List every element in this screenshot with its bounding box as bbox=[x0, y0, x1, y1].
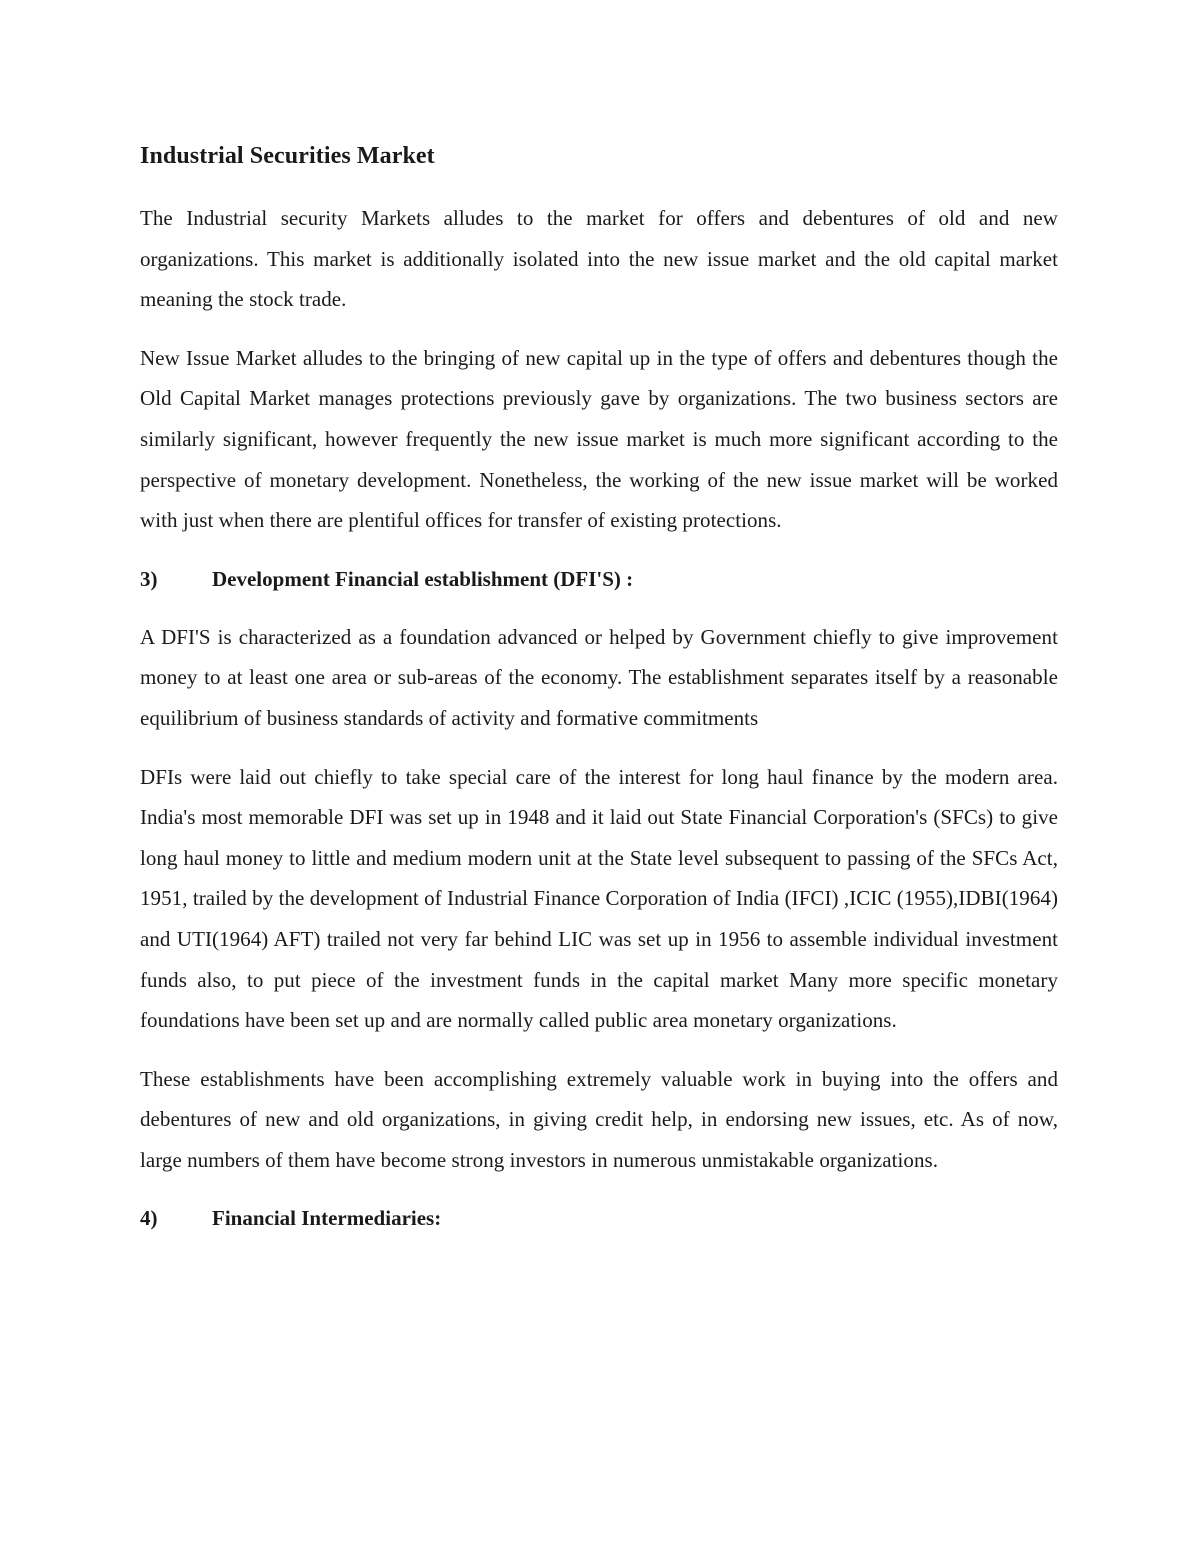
paragraph-dfi-history: DFIs were laid out chiefly to take special care of the interest for long haul finance by the modern area. India's most memorable DFI was set up in 1948 and it laid out State Financial Corporation's (SFCs) to give long haul money to little and medium modern unit at the State level subsequent to passing of the SFCs Act, 1951, trailed by the development of Industrial Finance Corporation of India (IFCI) ,ICIC (1955),IDBI(1964) and UTI(1964) AFT) trailed not very far behind LIC was set up in 1956 to assemble individual investment funds also, to put piece of the investment funds in the capital market Many more specific monetary foundations have been set up and are normally called public area monetary organizations. bbox=[140, 764, 1058, 1033]
section-number: 3) bbox=[140, 566, 158, 591]
section-heading-text: Financial Intermediaries: bbox=[212, 1206, 442, 1231]
paragraph-new-issue-market: New Issue Market alludes to the bringing of new capital up in the type of offers and debentures though the Old Capital Market manages protections previously gave by organizations. The two business sectors are similarly significant, however frequently the new issue market is much more significant according to the perspective of monetary development. Nonetheless, the working of the new issue market will be worked with just when there are plentiful offices for transfer of existing protections. bbox=[140, 345, 1058, 533]
section-number: 4) bbox=[140, 1206, 158, 1231]
document-page bbox=[140, 140, 1058, 1256]
section-heading-text: Development Financial establishment (DFI'S) : bbox=[212, 566, 634, 591]
paragraph-dfi-definition: A DFI'S is characterized as a foundation advanced or helped by Government chiefly to give improvement money to at least one area or sub-areas of the economy. The establishment separates itself by a reasonable equilibrium of business standards of activity and formative commitments bbox=[140, 624, 1058, 730]
paragraph-industrial-security-markets: The Industrial security Markets alludes to the market for offers and debentures of old and new organizations. This market is additionally isolated into the new issue market and the old capital market meaning the stock trade. bbox=[140, 206, 1058, 312]
document-title: Industrial Securities Market bbox=[140, 143, 435, 169]
section-heading-financial-intermediaries bbox=[140, 1198, 1058, 1238]
paragraph-dfi-role: These establishments have been accomplishing extremely valuable work in buying into the offers and debentures of new and old organizations, in giving credit help, in endorsing new issues, etc. As of now, large numbers of them have become strong investors in numerous unmistakable organizations. bbox=[140, 1066, 1058, 1172]
section-heading-dfi bbox=[140, 559, 1058, 599]
